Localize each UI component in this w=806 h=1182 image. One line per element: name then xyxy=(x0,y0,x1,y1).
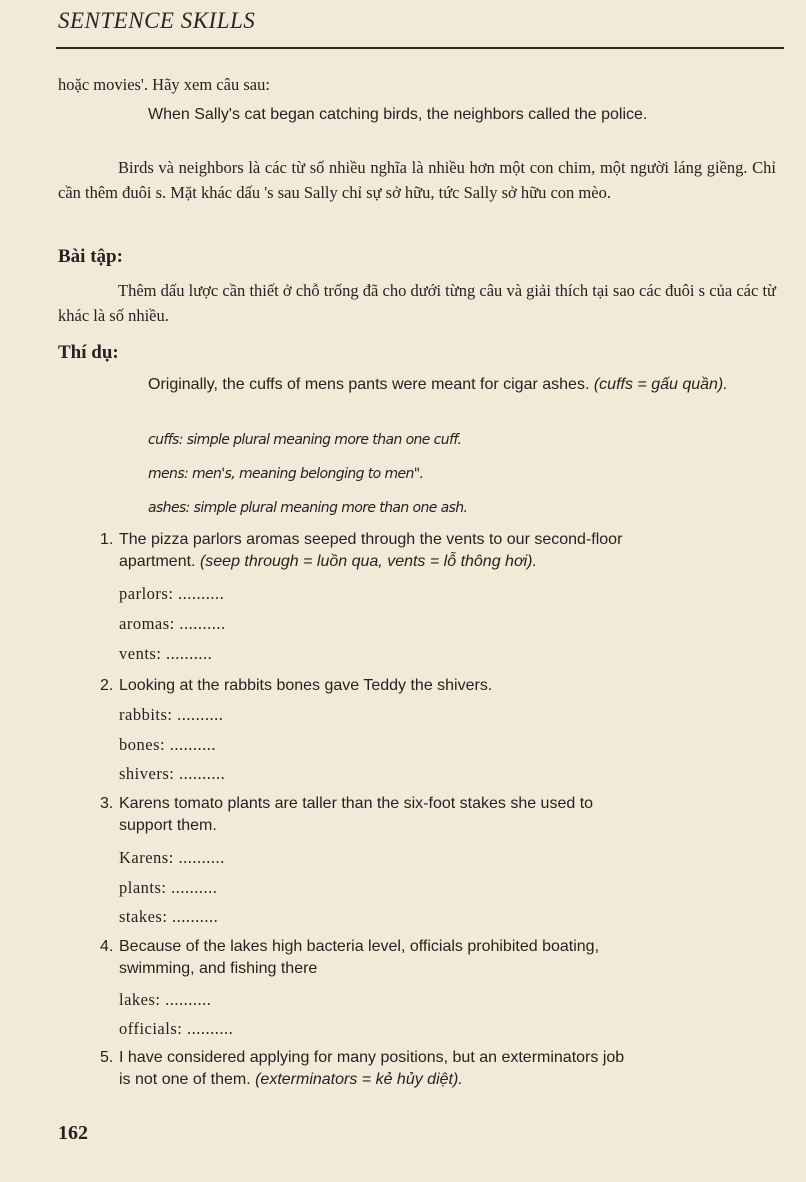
answer-blank[interactable]: lakes: .......... xyxy=(119,990,212,1009)
answer-blank[interactable]: shivers: .......... xyxy=(119,764,226,783)
header-rule xyxy=(56,47,784,49)
page-number: 162 xyxy=(58,1122,88,1144)
answer-blank[interactable]: bones: .......... xyxy=(119,735,216,754)
exercise-heading: Bài tập: xyxy=(58,246,123,267)
answer-blank[interactable]: parlors: .......... xyxy=(119,584,225,603)
item-sentence: Karens tomato plants are taller than the six-foot stakes she used to support them. xyxy=(119,795,594,834)
item-number: 3. xyxy=(100,795,114,812)
answer-blank[interactable]: Karens: .......... xyxy=(119,848,225,867)
item-number: 2. xyxy=(100,677,114,694)
sample-answer: ashes: simple plural meaning more than one ash. xyxy=(148,500,468,516)
answer-blank[interactable]: vents: .......... xyxy=(119,644,213,663)
answer-blank[interactable]: aromas: .......... xyxy=(119,614,226,633)
item-number: 1. xyxy=(100,531,114,548)
intro-paragraph: Birds và neighbors là các từ số nhiều nghĩa là nhiều hơn một con chim, một người láng giềng. Chỉ cần thêm đuôi s. Mặt khác dấu 's sau Sally chỉ sự sở hữu, tức Sally sở hữu con mèo. xyxy=(58,158,776,202)
answer-blank[interactable]: officials: .......... xyxy=(119,1019,234,1038)
intro-line: hoặc movies'. Hãy xem câu sau: xyxy=(58,75,270,94)
item-sentence: Looking at the rabbits bones gave Teddy the shivers. xyxy=(119,677,493,694)
sample-heading: Thí dụ: xyxy=(58,342,119,363)
exercise-instruction: Thêm dấu lược cần thiết ở chỗ trống đã cho dưới từng câu và giải thích tại sao các đuôi s của các từ khác là số nhiều. xyxy=(58,281,776,325)
item-number: 5. xyxy=(100,1049,114,1066)
item-number: 4. xyxy=(100,938,114,955)
intro-example: When Sally's cat began catching birds, the neighbors called the police. xyxy=(148,106,648,123)
answer-blank[interactable]: rabbits: .......... xyxy=(119,705,224,724)
answer-blank[interactable]: stakes: .......... xyxy=(119,907,219,926)
item-sentence: The pizza parlors aromas seeped through the vents to our second-floor apartment. (seep through = luồn qua, vents = lỗ thông hơi). xyxy=(119,531,623,570)
item-sentence: I have considered applying for many positions, but an exterminators job is not one of them. (exterminators = kẻ hủy diệt). xyxy=(119,1049,625,1088)
sample-sentence: Originally, the cuffs of mens pants were meant for cigar ashes. (cuffs = gấu quần). xyxy=(148,376,728,393)
running-header: SENTENCE SKILLS xyxy=(58,8,256,33)
answer-blank[interactable]: plants: .......... xyxy=(119,878,218,897)
item-sentence: Because of the lakes high bacteria level, officials prohibited boating, swimming, and fishing there xyxy=(119,938,600,977)
sample-answer: mens: men's, meaning belonging to men". xyxy=(148,466,424,482)
sample-answer: cuffs: simple plural meaning more than one cuff. xyxy=(148,432,462,448)
